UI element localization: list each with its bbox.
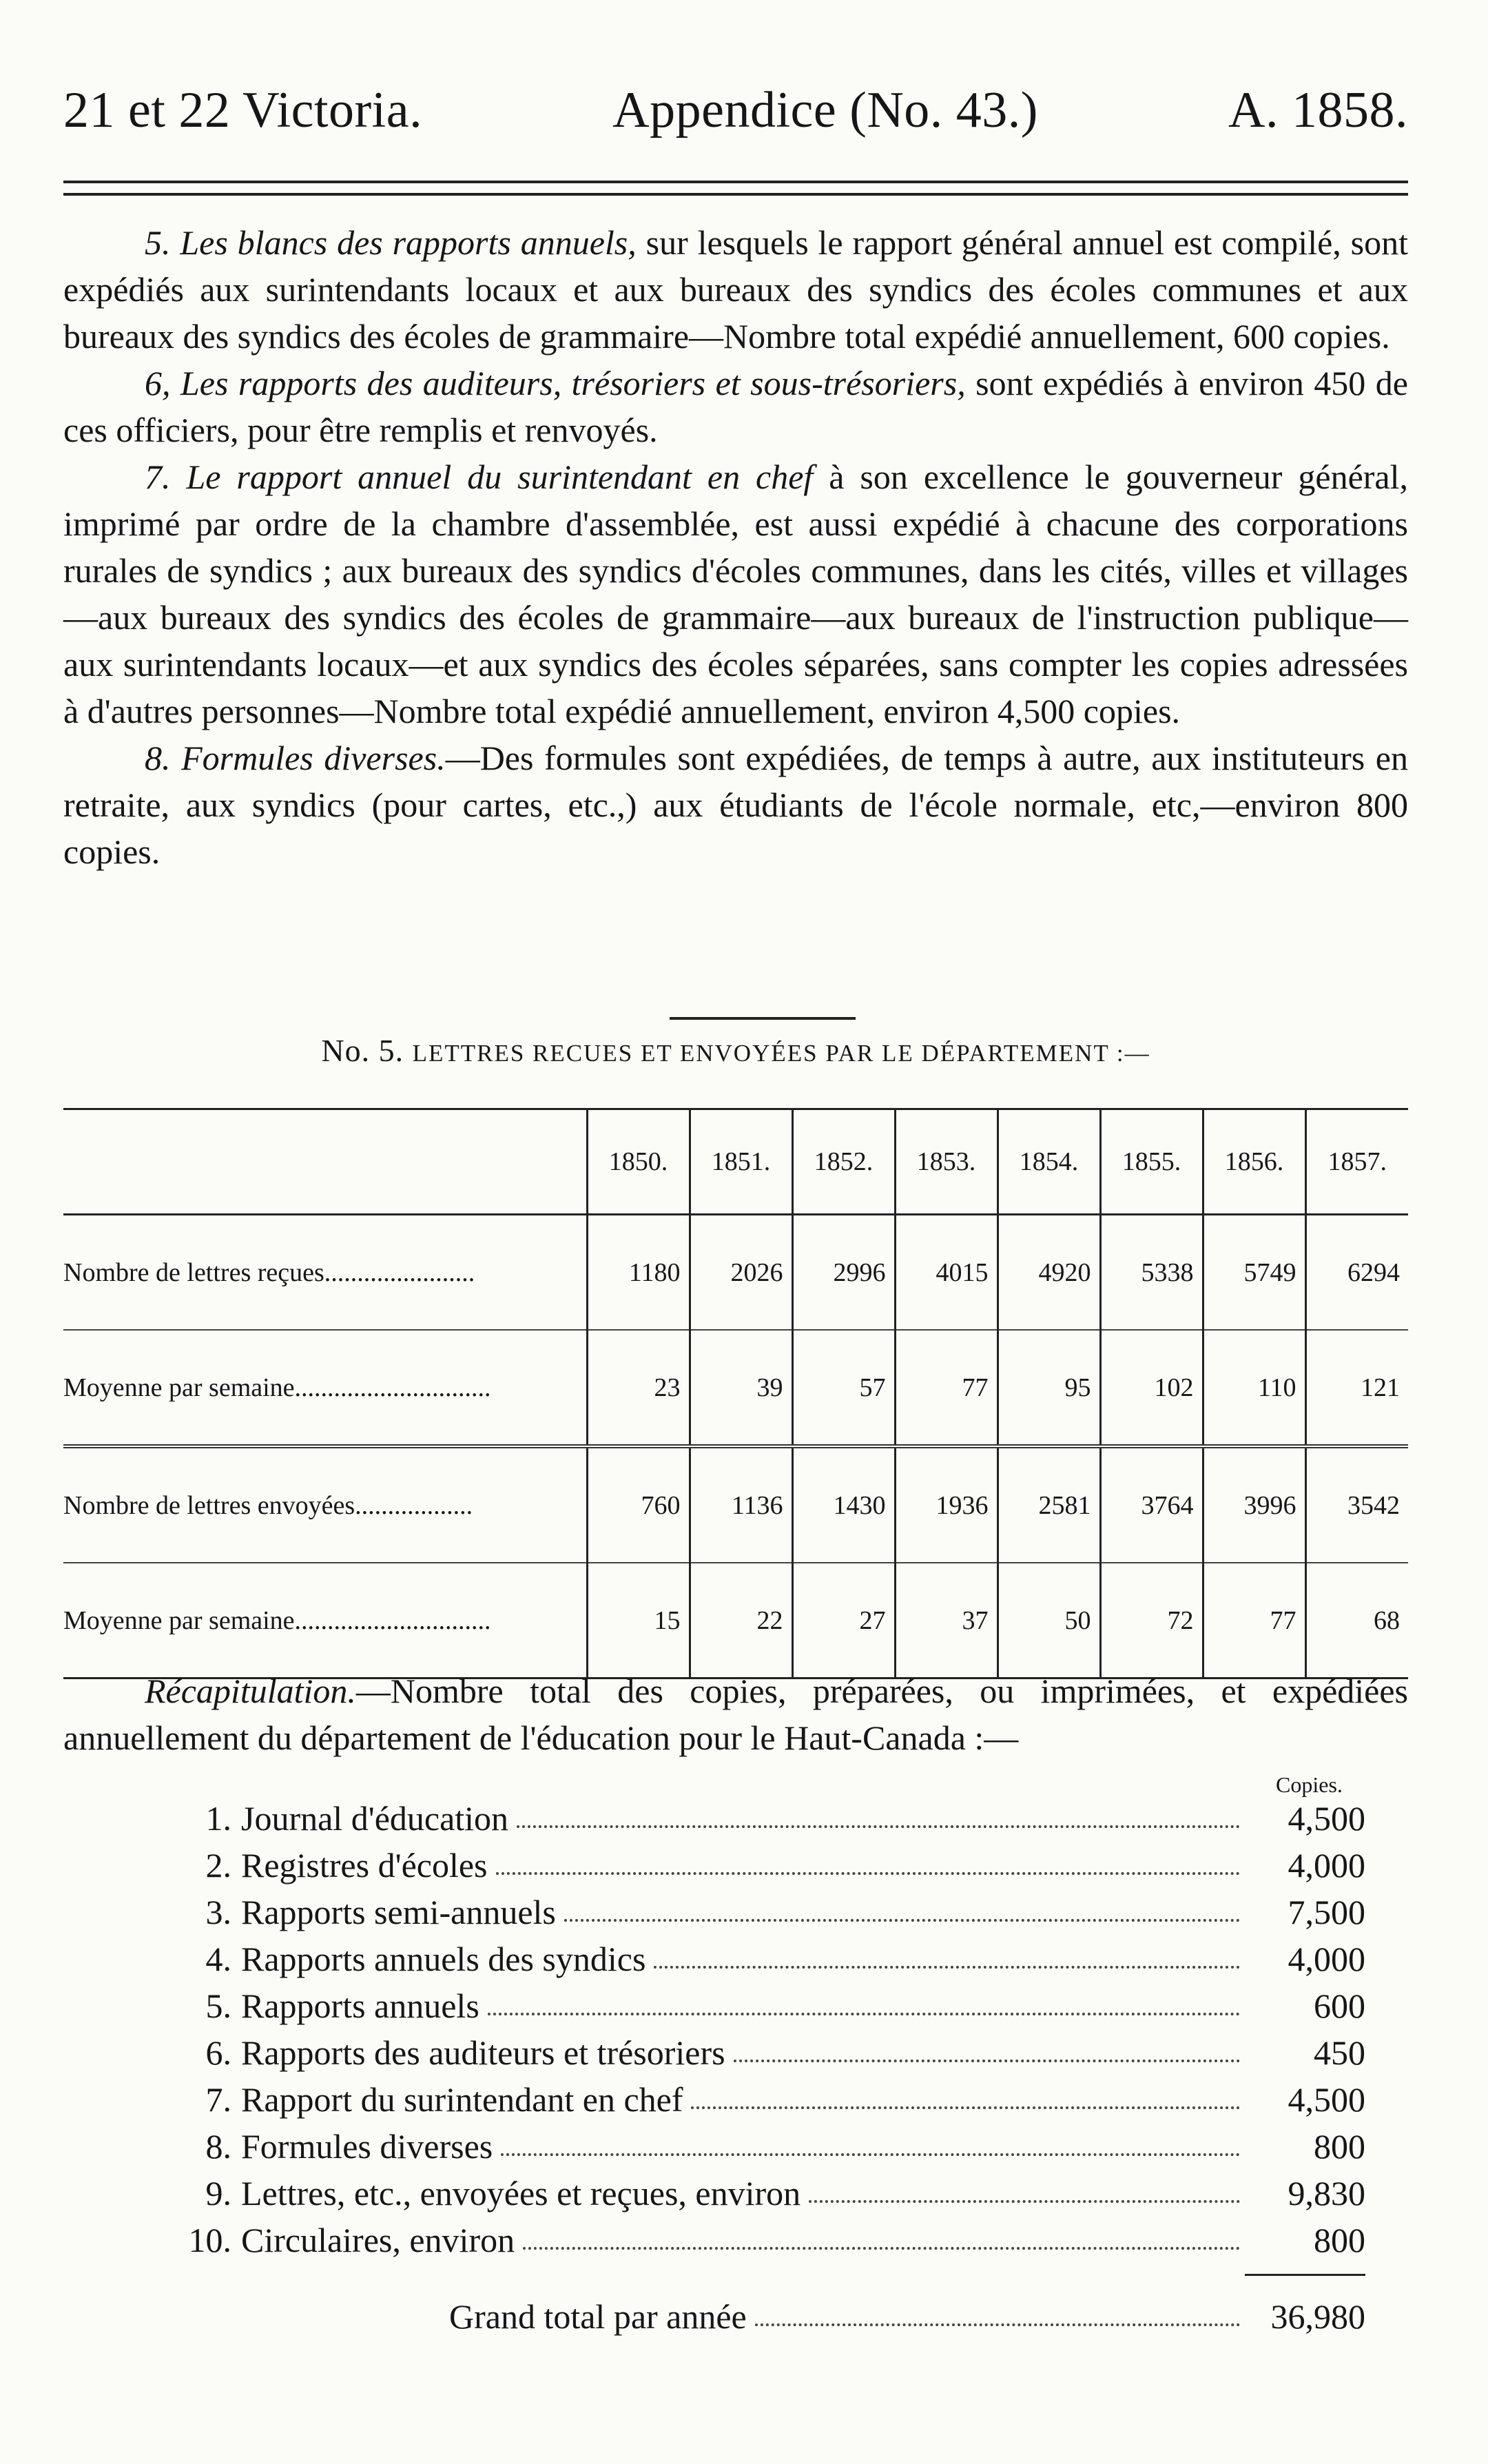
table-cell: 1430 [792,1446,895,1563]
dot-leader [523,2247,1240,2250]
table-cell: 102 [1100,1330,1203,1446]
table-cell: 39 [690,1330,792,1446]
row-label: Moyenne par semaine.............................. [63,1330,587,1446]
table-cell: 2581 [998,1446,1100,1563]
list-item: 3. Rapports semi-annuels 7,500 [205,1893,1365,1931]
list-item: 9. Lettres, etc., envoyées et reçues, environ 9,830 [205,2174,1365,2213]
list-item: 7. Rapport du surintendant en chef 4,500 [205,2080,1365,2119]
dot-leader [564,1919,1240,1922]
table-cell: 68 [1305,1563,1408,1678]
table-cell: 95 [998,1330,1100,1446]
table-cell: 15 [587,1563,690,1678]
section-divider [670,1017,856,1020]
table-header-row [63,1109,1408,1215]
table-cell: 2996 [792,1215,895,1331]
body-paragraphs [63,219,1408,875]
table-row [63,1215,1408,1331]
list-item: 2. Registres d'écoles 4,000 [205,1846,1365,1885]
table-cell: 50 [998,1563,1100,1678]
header-double-rule [63,181,1408,196]
document-page [63,0,1408,2464]
year-header: 1856. [1203,1109,1305,1215]
year-header: 1855. [1100,1109,1203,1215]
grand-total-label: Grand total par année [449,2297,747,2336]
table-cell: 77 [895,1330,998,1446]
header-session: 21 et 22 Victoria. [63,82,423,138]
recap-list [187,1795,1365,2263]
paragraph-8: 8. Formules diverses.—Des formules sont expédiées, de temps à autre, aux instituteurs en retraite, aux syndics (pour cartes, etc.,) aux étudiants de l'école normale, etc,—environ 800 copies. [63,739,1409,871]
letters-table [63,1108,1408,1679]
dot-leader [496,1872,1240,1875]
grand-total-row [449,2293,1365,2340]
paragraph-7: 7. Le rapport annuel du surintendant en chef à son excellence le gouverneur général, imprimé par ordre de la chambre d'assemblée, est aussi expédié à chacune des corporations rurales de syndics ; aux bureaux des syndics d'écoles communes, dans les cités, villes et villages—aux bureaux des syndics des écoles de grammaire—aux bureaux de l'instruction publique—aux surintendants locaux—et aux syndics des écoles séparées, sans compter les copies adressées à d'autres personnes—Nombre total expédié annuellement, environ 4,500 copies. [63,458,1408,730]
dot-leader [809,2200,1240,2203]
table-cell: 2026 [690,1215,792,1331]
table-header-blank [63,1109,587,1215]
table-cell: 1136 [690,1446,792,1563]
list-item: 1. Journal d'éducation 4,500 [205,1799,1365,1838]
table-cell: 1936 [895,1446,998,1563]
list-item: 4. Rapports annuels des syndics 4,000 [205,1940,1365,1978]
row-label: Nombre de lettres envoyées.................. [63,1446,587,1563]
table-cell: 5749 [1203,1215,1305,1331]
table-cell: 1180 [587,1215,690,1331]
table-row [63,1330,1408,1446]
table-cell: 4015 [895,1215,998,1331]
table-row [63,1563,1408,1678]
table-caption: LETTRES RECUES ET ENVOYÉES PAR LE DÉPARTEMENT :— [412,1040,1150,1067]
table-cell: 4920 [998,1215,1100,1331]
table-cell: 27 [792,1563,895,1678]
header-year: A. 1858. [1228,82,1408,138]
year-header: 1850. [587,1109,690,1215]
year-header: 1857. [1305,1109,1408,1215]
table-cell: 23 [587,1330,690,1446]
dot-leader [654,1966,1240,1969]
header-appendix: Appendice (No. 43.) [612,82,1038,138]
paragraph-6: 6, Les rapports des auditeurs, trésoriers et sous-trésoriers, sont expédiés à environ 450 de ces officiers, pour être remplis et renvoyés. [63,364,1408,449]
list-item: 5. Rapports annuels 600 [205,1986,1365,2025]
page-header [63,81,1408,157]
dot-leader [755,2323,1240,2326]
grand-total-value: 36,980 [1270,2297,1365,2336]
table-number: No. 5. [321,1033,404,1068]
row-label: Moyenne par semaine.............................. [63,1605,491,1635]
table-title [63,1032,1408,1069]
table-cell: 5338 [1100,1215,1203,1331]
year-header: 1852. [792,1109,895,1215]
dot-leader [734,2060,1240,2062]
table-cell: 22 [690,1563,792,1678]
year-header: 1854. [998,1109,1100,1215]
recap-intro: Récapitulation.—Nombre total des copies, préparées, ou imprimées, et expédiées annuellement du département de l'éducation pour le Haut-Canada :— [63,1672,1408,1757]
table-cell: 6294 [1305,1215,1408,1331]
dot-leader [488,2013,1240,2015]
table-cell: 3996 [1203,1446,1305,1563]
table-cell: 3542 [1305,1446,1408,1563]
year-header: 1851. [690,1109,792,1215]
table-cell: 57 [792,1330,895,1446]
table-cell: 110 [1203,1330,1305,1446]
dot-leader [691,2106,1240,2109]
dot-leader [517,1825,1240,1828]
list-item: 10. Circulaires, environ 800 [188,2221,1365,2259]
table-cell: 72 [1100,1563,1203,1678]
row-label: Nombre de lettres reçues....................... [63,1215,587,1331]
table-cell: 37 [895,1563,998,1678]
sum-rule [1245,2274,1365,2276]
list-item: 8. Formules diverses 800 [205,2127,1365,2166]
list-item: 6. Rapports des auditeurs et trésoriers 450 [205,2033,1365,2072]
year-header: 1853. [895,1109,998,1215]
paragraph-5: 5. Les blancs des rapports annuels, sur lesquels le rapport général annuel est compilé, sont expédiés aux surintendants locaux et aux bureaux des syndics des écoles communes et aux bureaux des syndics des écoles de grammaire—Nombre total expédié annuellement, 600 copies. [63,223,1408,356]
table-cell: 760 [587,1446,690,1563]
table-cell: 121 [1305,1330,1408,1446]
dot-leader [501,2153,1240,2156]
table-cell: 3764 [1100,1446,1203,1563]
copies-column-header: Copies. [1276,1772,1343,1797]
table-row [63,1446,1408,1563]
table-cell: 77 [1203,1563,1305,1678]
